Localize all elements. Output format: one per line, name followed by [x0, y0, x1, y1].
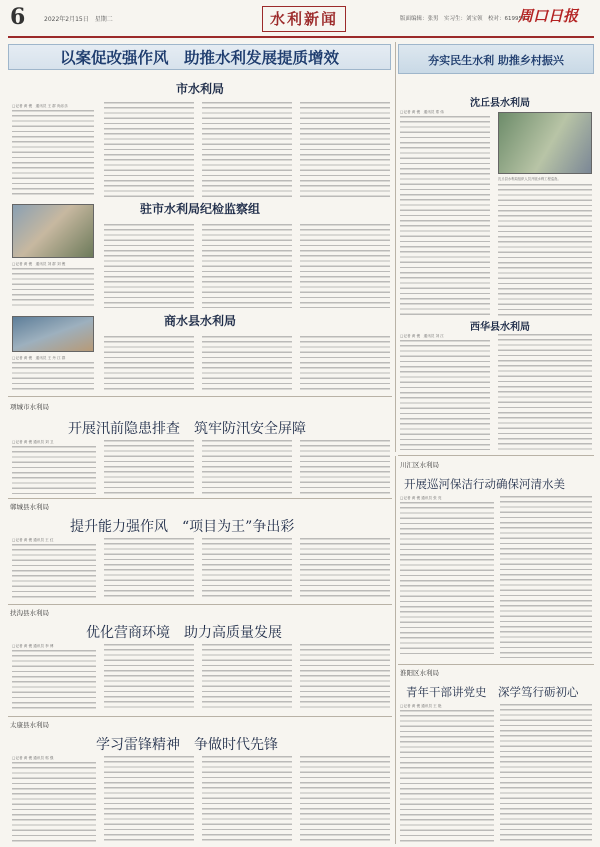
divider-before-chuanhui — [398, 455, 594, 456]
article-photo-shenqiu — [498, 112, 592, 174]
article-title-shangshui: 商水县水利局 — [163, 314, 236, 328]
article-body-inspection-col1 — [12, 268, 94, 308]
article-byline-shenqiu: □记者 黄 俊 通讯员 郑 伟 — [400, 110, 444, 114]
column-divider-right — [395, 42, 396, 452]
article-byline-xihua: □记者 黄 俊 通讯员 刘 江 — [400, 334, 444, 338]
article-photo-inspection — [12, 204, 94, 258]
body-xiangcheng-col3 — [202, 440, 292, 494]
article-byline-shangshui: □记者 黄 俊 通讯员 王 丹 江 群 — [12, 356, 66, 360]
unit-label-taikang: 太康县水利局 — [10, 721, 49, 729]
body-taikang-col3 — [202, 756, 292, 842]
article-body-inspection-col3 — [202, 224, 292, 308]
article-body-shangshui-col1 — [12, 362, 94, 392]
article-title-shenqiu: 沈丘县水利局 — [470, 98, 530, 109]
byline-xiangcheng: □记者 黄 俊 通讯员 刘 卫 — [12, 440, 54, 444]
body-dancheng-col4 — [300, 538, 390, 600]
article-body-shangshui-col2 — [104, 336, 194, 392]
byline-fugou: □记者 黄 俊 通讯员 李 博 — [12, 644, 54, 648]
article-body-city-water-col3 — [202, 102, 292, 198]
right-banner-title: 夯实民生水利 助推乡村振兴 — [428, 54, 564, 67]
divider-after-fugou — [8, 716, 392, 717]
masthead-divider — [8, 36, 594, 38]
main-banner-title: 以案促改强作风 助推水利发展提质增效 — [59, 48, 339, 67]
body-fugou-col3 — [202, 644, 292, 710]
newspaper-logo: 周口日报 — [518, 7, 579, 25]
article-body-city-water-col1 — [12, 110, 94, 198]
body-chuanhui-col2 — [500, 496, 592, 658]
article-title-xihua: 西华县水利局 — [470, 322, 530, 333]
article-body-city-water-col2 — [104, 102, 194, 198]
article-body-shenqiu-col1 — [400, 116, 490, 316]
section-title: 水利新闻 — [262, 6, 346, 32]
byline-huaiyang: □记者 黄 俊 通讯员 王 艳 — [400, 704, 442, 708]
section-divider-left — [8, 396, 392, 397]
column-divider-lower-right — [395, 456, 396, 844]
article-body-inspection-col4 — [300, 224, 390, 308]
article-title-city-water: 市水利局 — [175, 82, 224, 96]
headline-fugou: 优化营商环境 助力高质量发展 — [86, 625, 282, 641]
unit-label-fugou: 扶沟县水利局 — [10, 609, 49, 617]
unit-label-dancheng: 郸城县水利局 — [10, 503, 49, 511]
article-title-inspection-group: 驻市水利局纪检监察组 — [139, 202, 260, 216]
body-fugou-col4 — [300, 644, 390, 710]
unit-label-huaiyang: 淮阳区水利局 — [400, 669, 439, 677]
article-body-shangshui-col4 — [300, 336, 390, 392]
byline-dancheng: □记者 黄 俊 通讯员 王 红 — [12, 538, 54, 542]
body-taikang-col4 — [300, 756, 390, 842]
body-fugou-col1 — [12, 650, 96, 710]
headline-taikang: 学习雷锋精神 争做时代先锋 — [96, 737, 278, 753]
article-body-shenqiu-col2 — [498, 184, 592, 316]
article-photo-shangshui — [12, 316, 94, 352]
body-taikang-col1 — [12, 762, 96, 842]
editor-credits: 版面编辑：张男 实习生：刘宝领 校对：6199502 — [400, 16, 529, 22]
body-dancheng-col3 — [202, 538, 292, 600]
headline-chuanhui: 开展巡河保洁行动确保河清水美 — [404, 477, 565, 491]
body-dancheng-col1 — [12, 544, 96, 600]
headline-xiangcheng: 开展汛前隐患排查 筑牢防汛安全屏障 — [68, 421, 306, 437]
divider-after-xiangcheng — [8, 498, 392, 499]
divider-before-huaiyang — [398, 664, 594, 665]
byline-chuanhui: □记者 黄 俊 通讯员 张 亮 — [400, 496, 442, 500]
article-photo-caption-shenqiu: 沈丘县水利局组织人员开展水利工程巡查。 — [498, 177, 561, 181]
body-xiangcheng-col4 — [300, 440, 390, 494]
body-dancheng-col2 — [104, 538, 194, 600]
body-xiangcheng-col1 — [12, 446, 96, 494]
body-chuanhui-col1 — [400, 502, 494, 658]
article-byline-city-water: □记者 黄 俊 通讯员 王 群 尚乐乐 — [12, 104, 68, 108]
unit-label-chuanhui: 川汇区水利局 — [400, 461, 439, 469]
article-byline-inspection: □记者 黄 俊 通讯员 刘 群 刘 俊 — [12, 262, 66, 266]
issue-date: 2022年2月15日 星期二 — [44, 16, 113, 23]
unit-label-xiangcheng: 项城市水利局 — [10, 403, 49, 411]
body-huaiyang-col1 — [400, 710, 494, 842]
headline-huaiyang: 青年干部讲党史 深学笃行砺初心 — [406, 685, 579, 699]
body-huaiyang-col2 — [500, 704, 592, 842]
body-fugou-col2 — [104, 644, 194, 710]
page-number: 6 — [10, 4, 26, 30]
body-taikang-col2 — [104, 756, 194, 842]
body-xiangcheng-col2 — [104, 440, 194, 494]
divider-after-dancheng — [8, 604, 392, 605]
headline-dancheng: 提升能力强作风 “项目为王”争出彩 — [70, 519, 295, 535]
article-body-inspection-col2 — [104, 224, 194, 308]
article-body-xihua-col1 — [400, 340, 490, 450]
article-body-xihua-col2 — [498, 334, 592, 450]
article-body-shangshui-col3 — [202, 336, 292, 392]
byline-taikang: □记者 黄 俊 通讯员 郭 强 — [12, 756, 54, 760]
article-body-city-water-col4 — [300, 102, 390, 198]
